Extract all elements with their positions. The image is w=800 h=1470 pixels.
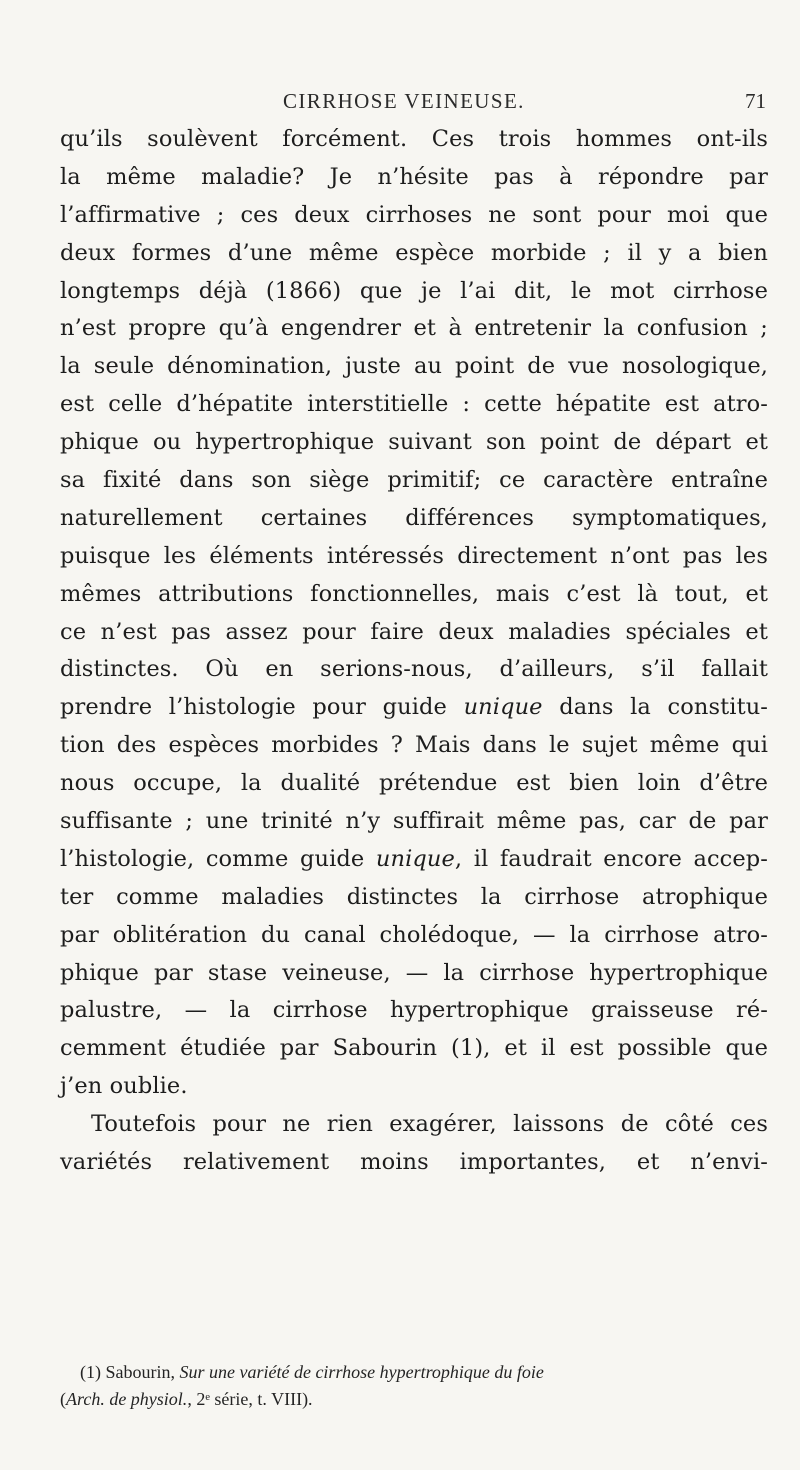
text-line: l’affirmative ; ces deux cirrhoses ne sont pour moi que <box>60 201 768 228</box>
text-line: suffisante ; une trinité n’y suffirait même pas, car de par <box>60 808 768 835</box>
footnote-paren: ( <box>60 1389 66 1409</box>
text-line: distinctes. Où en serions-nous, d’ailleurs, s’il fallait <box>60 656 768 683</box>
text-fragment: l’histologie, comme guide <box>60 845 376 872</box>
text-line: j’en oublie. <box>60 1073 188 1100</box>
running-title: CIRRHOSE VEINEUSE. <box>283 89 525 113</box>
text-line: naturellement certaines différences symptomatiques, <box>60 504 768 531</box>
footnote-journal: Arch. de physiol. <box>66 1389 188 1409</box>
text-line: phique ou hypertrophique suivant son point de départ et <box>60 429 768 456</box>
footnote-reference: , 2ᵉ série, t. VIII). <box>187 1389 313 1409</box>
footnote-marker-author: (1) Sabourin, <box>80 1362 180 1382</box>
text-line: puisque les éléments intéressés directement n’ont pas les <box>60 542 768 569</box>
text-line: nous occupe, la dualité prétendue est bien loin d’être <box>60 770 768 797</box>
text-line <box>60 841 768 879</box>
text-line: phique par stase veineuse, — la cirrhose hypertrophique <box>60 959 768 986</box>
running-header <box>60 86 768 116</box>
text-fragment: dans la constitu- <box>542 694 769 721</box>
text-line: tion des espèces morbides ? Mais dans le sujet même qui <box>60 732 768 759</box>
footnote-title: Sur une variété de cirrhose hypertrophique du foie <box>179 1362 544 1382</box>
italic-emphasis: unique <box>463 694 543 721</box>
text-line: est celle d’hépatite interstitielle : cette hépatite est atro- <box>60 391 768 418</box>
text-line: mêmes attributions fonctionnelles, mais c’est là tout, et <box>60 580 768 607</box>
text-line: palustre, — la cirrhose hypertrophique graisseuse ré- <box>60 997 768 1024</box>
footnote-line <box>60 1359 765 1386</box>
text-line: ce n’est pas assez pour faire deux maladies spéciales et <box>60 618 768 645</box>
text-line: la même maladie? Je n’hésite pas à répondre par <box>60 163 768 190</box>
page-number: 71 <box>745 89 766 113</box>
italic-emphasis: unique <box>375 845 455 872</box>
text-line <box>60 689 768 727</box>
text-line: deux formes d’une même espèce morbide ; il y a bien <box>60 239 768 266</box>
text-line: cemment étudiée par Sabourin (1), et il est possible que <box>60 1035 768 1062</box>
text-line: n’est propre qu’à engendrer et à entretenir la confusion ; <box>60 315 768 342</box>
text-line: variétés relativement moins importantes, et n’envi- <box>60 1149 768 1176</box>
text-fragment: , il faudrait encore accep- <box>454 845 768 872</box>
text-line: par oblitération du canal cholédoque, — la cirrhose atro- <box>60 921 768 948</box>
text-line: la seule dénomination, juste au point de vue nosologique, <box>60 353 768 380</box>
paragraph-start-line: Toutefois pour ne rien exagérer, laissons de côté ces <box>91 1111 768 1138</box>
text-line: qu’ils soulèvent forcément. Ces trois hommes ont-ils <box>60 126 768 152</box>
text-line: sa fixité dans son siège primitif; ce caractère entraîne <box>60 467 768 494</box>
text-line: ter comme maladies distinctes la cirrhose atrophique <box>60 883 768 910</box>
text-line: longtemps déjà (1866) que je l’ai dit, le mot cirrhose <box>60 277 768 304</box>
footnote-line <box>60 1386 765 1413</box>
body-text <box>60 121 768 1182</box>
text-fragment: prendre l’histologie pour guide <box>60 694 464 721</box>
footnote <box>60 1359 765 1413</box>
